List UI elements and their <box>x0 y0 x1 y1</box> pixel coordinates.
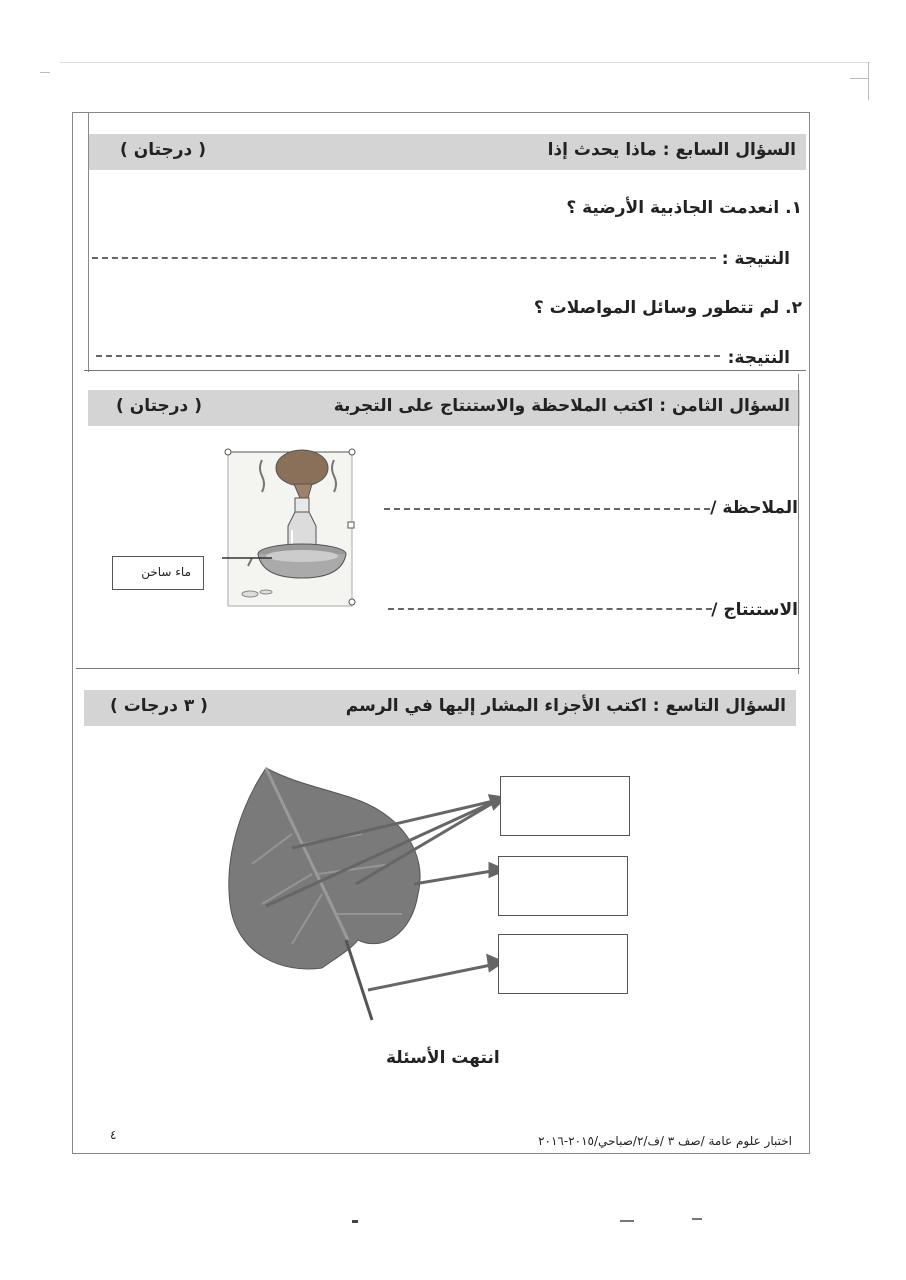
leaf-part-answer-box-3[interactable] <box>498 934 628 994</box>
scan-line-right <box>868 62 869 100</box>
leaf-part-answer-box-1[interactable] <box>500 776 630 836</box>
q8-conclusion-label: الاستنتاج / <box>711 600 798 620</box>
scan-speck <box>692 1218 702 1220</box>
scan-speck <box>352 1220 358 1223</box>
experiment-illustration <box>222 446 358 610</box>
q8-title: السؤال الثامن : اكتب الملاحظة والاستنتاج على التجربة <box>333 396 790 416</box>
section-divider <box>76 668 800 669</box>
q7-header <box>88 134 806 170</box>
scan-mark <box>850 78 868 79</box>
q7-answer-line1 <box>92 257 716 259</box>
q7-result2-label: النتيجة: <box>727 348 790 368</box>
q7-title: السؤال السابع : ماذا يحدث إذا <box>547 140 796 160</box>
q7-answer-line2 <box>96 355 720 357</box>
q9-title: السؤال التاسع : اكتب الأجزاء المشار إليها في الرسم <box>345 696 786 716</box>
q8-conclusion-line <box>388 608 712 610</box>
q7-grade: ( درجتان ) <box>120 140 206 160</box>
q7-result1-label: النتيجة : <box>721 249 790 269</box>
q8-border-right <box>798 374 799 674</box>
hot-water-label-box <box>112 556 204 590</box>
page-number: ٤ <box>110 1128 117 1142</box>
q7-item1: ١. انعدمت الجاذبية الأرضية ؟ <box>566 198 802 218</box>
scan-mark <box>40 72 50 73</box>
q7-border-left <box>88 112 89 372</box>
q8-observation-label: الملاحظة / <box>710 498 798 518</box>
q9-header <box>84 690 796 726</box>
hot-water-label: ماء ساخن <box>141 565 191 579</box>
q8-grade: ( درجتان ) <box>116 396 202 416</box>
scan-line-top <box>60 62 870 63</box>
q9-grade: ( ٣ درجات ) <box>110 696 208 716</box>
q8-observation-line <box>384 508 710 510</box>
leaf-part-answer-box-2[interactable] <box>498 856 628 916</box>
q8-header <box>88 390 800 426</box>
section-divider <box>84 370 806 371</box>
scan-speck <box>620 1220 634 1222</box>
q7-item2: ٢. لم تتطور وسائل المواصلات ؟ <box>533 298 802 318</box>
end-of-questions: انتهت الأسئلة <box>386 1048 500 1068</box>
footer-exam-info: اختبار علوم عامة /صف ٣ /ف/٢/صباحي/٢٠١٥-٢٠١٦ <box>538 1134 792 1148</box>
